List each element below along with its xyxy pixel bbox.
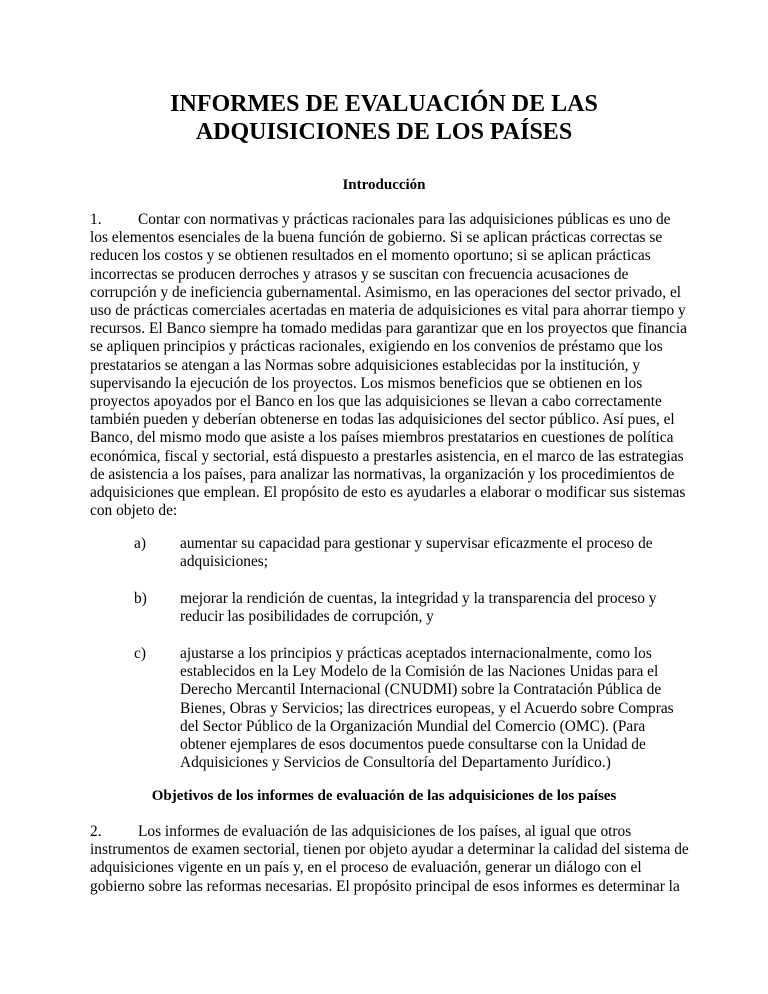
paragraph-line: prestatarios se atengan a las Normas sobre adquisiciones establecidas por la institución, y	[90, 356, 641, 374]
paragraph-line: gobierno sobre las reformas necesarias. El propósito principal de esos informes es determinar la	[90, 877, 680, 895]
list-label: b)	[134, 590, 147, 607]
paragraph-line: de asistencia a los países, para analizar las normativas, la organización y los procedimientos de	[90, 465, 675, 483]
paragraph-1	[90, 211, 690, 520]
paragraph-line: reducen los costos y se obtienen resultados en el momento oportuno; si se aplican prácticas	[90, 247, 651, 265]
title-line-2: ADQUISICIONES DE LOS PAÍSES	[195, 119, 573, 145]
paragraph-line: económica, fiscal y sectorial, está dispuesto a prestarles asistencia, en el marco de las estrategias	[90, 447, 684, 465]
list-text: aumentar su capacidad para gestionar y supervisar eficazmente el proceso de adquisiciones;	[180, 535, 653, 571]
paragraph-line: uso de prácticas comerciales acertadas en materia de adquisiciones es vital para ahorrar tiempo y	[90, 302, 686, 320]
section-heading-objectives: Objetivos de los informes de evaluación de las adquisiciones de los países	[151, 788, 617, 804]
paragraph-line: supervisando la ejecución de los proyectos. Los mismos beneficios que se obtienen en los	[90, 374, 643, 392]
paragraph-line: instrumentos de examen sectorial, tienen por objeto ayudar a determinar la calidad del sistema de	[90, 841, 689, 859]
section-heading-introduction: Introducción	[342, 177, 426, 193]
document-title	[0, 90, 768, 146]
paragraph-line: proyectos apoyados por el Banco en los que las adquisiciones se llevan a cabo correctamente	[90, 393, 662, 411]
paragraph-line: 1. Contar con normativas y prácticas racionales para las adquisiciones públicas es uno de	[90, 211, 671, 228]
paragraph-line: los elementos esenciales de la buena función de gobierno. Si se aplican prácticas correctas se	[90, 229, 663, 247]
list-label: c)	[134, 645, 146, 662]
paragraph-line: Banco, del mismo modo que asiste a los países miembros prestatarios en cuestiones de política	[90, 429, 674, 447]
paragraph-line: corrupción y de ineficiencia gubernamental. Asimismo, en las operaciones del sector privado, el	[90, 283, 682, 301]
list-text: ajustarse a los principios y prácticas aceptados internacionalmente, como los establecidos en la Ley Modelo de la Comisión de las Naciones Unidas para el Derecho Mercantil Internacional (CNUDMI) sobre la Contratación Pública de Bienes, Obras y Servicios; las directrices europeas, y el Acuerdo sobre Compras del Sector Público de la Organización Mundial del Comercio (OMC). (Para obtener ejemplares de esos documentos puede consultarse con la Unidad de Adquisiciones y Servicios de Consultoría del Departamento Jurídico.)	[180, 645, 674, 772]
paragraph-line: adquisiciones que emplean. El propósito de esto es ayudarles a elaborar o modificar sus sistemas	[90, 484, 686, 502]
paragraph-line: recursos. El Banco siempre ha tomado medidas para garantizar que en los proyectos que financia	[90, 320, 688, 338]
paragraph-line: se apliquen principios y prácticas racionales, exigiendo en los convenios de préstamo que los	[90, 338, 663, 356]
paragraph-line: adquisiciones vigente en un país y, en el proceso de evaluación, generar un diálogo con el	[90, 859, 642, 877]
paragraph-line: 2. Los informes de evaluación de las adquisiciones de los países, al igual que otros	[90, 823, 632, 840]
paragraph-line: también pueden y deberían obtenerse en todas las adquisiciones del sector público. Así pues, el	[90, 411, 675, 429]
paragraph-2	[90, 823, 690, 896]
title-line-1: INFORMES DE EVALUACIÓN DE LAS	[170, 91, 598, 117]
paragraph-line: incorrectas se producen derroches y atrasos y se suscitan con frecuencia acusaciones de	[90, 265, 629, 283]
paragraph-number: 1.	[90, 211, 102, 228]
list-label: a)	[134, 535, 146, 552]
paragraph-line: con objeto de:	[90, 502, 178, 520]
paragraph-number: 2.	[90, 823, 102, 840]
list-text: mejorar la rendición de cuentas, la integridad y la transparencia del proceso y reducir las posibilidades de corrupción, y	[180, 590, 657, 626]
